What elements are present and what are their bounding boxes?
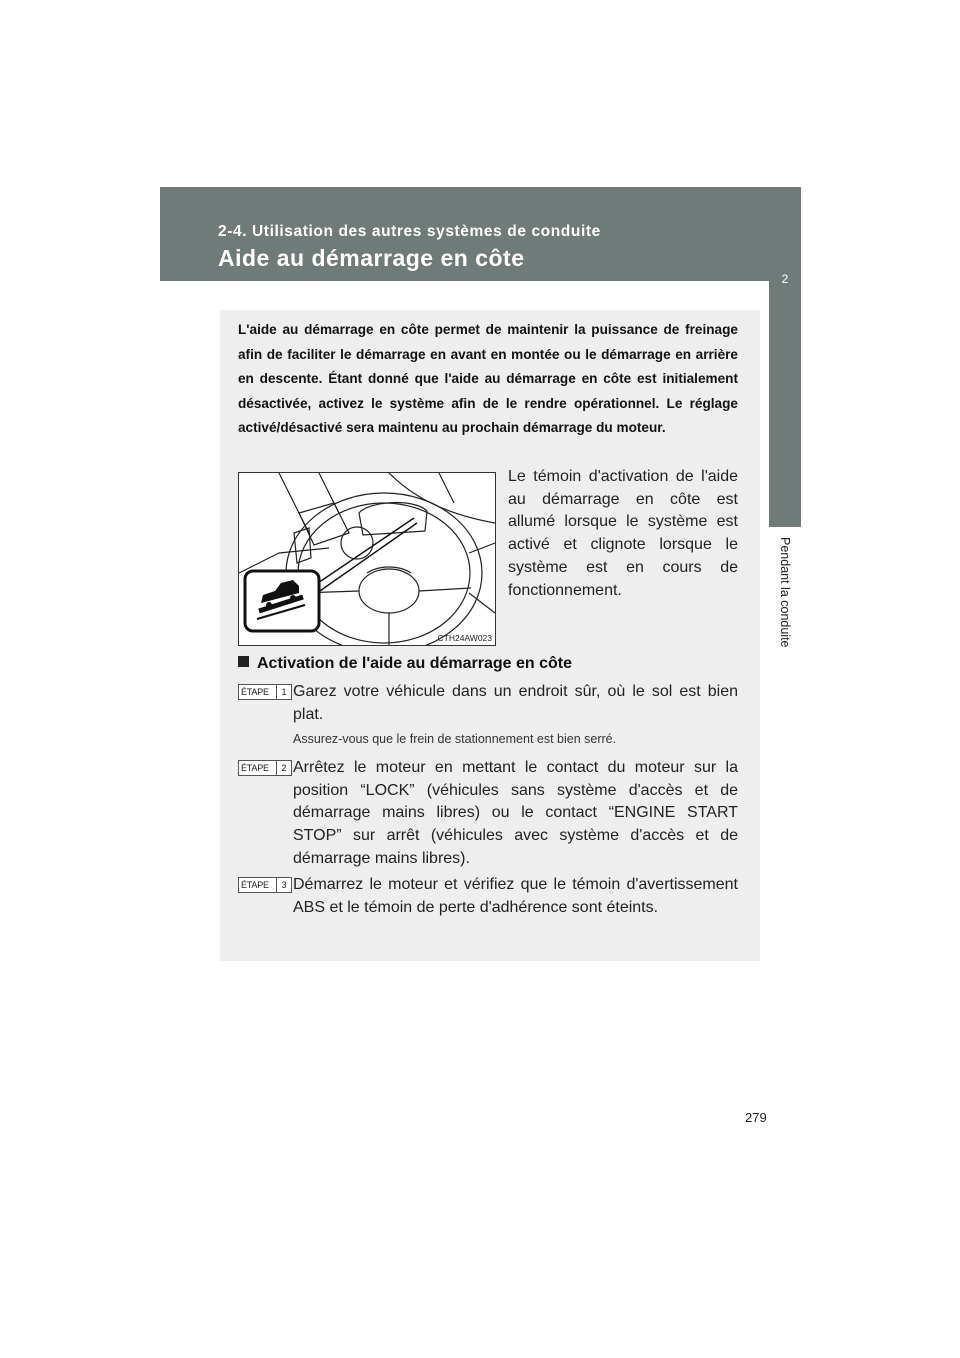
- dashboard-illustration: [238, 472, 496, 646]
- step-3: [238, 874, 738, 919]
- chapter-side-label: [770, 537, 800, 697]
- step-badge: ÉTAPE 2: [238, 760, 292, 776]
- step-1: [238, 681, 738, 746]
- section-label: 2-4. Utilisation des autres systèmes de conduite: [218, 223, 601, 240]
- step-badge: ÉTAPE 1: [238, 684, 292, 700]
- step-text: Arrêtez le moteur en mettant le contact du moteur sur la position “LOCK” (véhicules sans système d'accès et de démarrage mains libres) ou le contact “ENGINE START STOP” sur arrêt (véhicules avec système d'accès et de démarrage mains libres).: [293, 759, 738, 867]
- chapter-header: [160, 187, 801, 281]
- indicator-description: Le témoin d'activation de l'aide au démarrage en côte est allumé lorsque le système est activé et clignote lorsque le système est en cours de fonctionnement.: [508, 468, 738, 599]
- steering-wheel-drawing: [239, 473, 495, 645]
- hill-start-assist-indicator-icon: [245, 571, 319, 631]
- step-badge: ÉTAPE 3: [238, 877, 292, 893]
- chapter-number: 2: [781, 272, 789, 286]
- chapter-side-label-text: Pendant la conduite: [778, 537, 792, 648]
- content-panel: [220, 310, 760, 961]
- square-bullet-icon: [238, 656, 249, 667]
- step-text: Garez votre véhicule dans un endroit sûr, où le sol est bien plat.: [293, 683, 738, 723]
- intro-paragraph: L'aide au démarrage en côte permet de maintenir la puissance de freinage afin de faciliter le démarrage en avant en montée ou le démarrage en arrière en descente. Étant donné que l'aide au démarrage en côte est initialement désactivée, activez le système afin de le rendre opérationnel. Le réglage activé/désactivé sera maintenu au prochain démarrage du moteur.: [238, 322, 738, 435]
- page-title: Aide au démarrage en côte: [218, 245, 525, 271]
- step-note: Assurez-vous que le frein de stationnement est bien serré.: [293, 732, 617, 747]
- procedure-heading-text: Activation de l'aide au démarrage en côte: [257, 655, 573, 672]
- step-2: [238, 757, 738, 871]
- procedure-heading: [238, 655, 572, 673]
- step-text: Démarrez le moteur et vérifiez que le témoin d'avertissement ABS et le témoin de perte d'adhérence sont éteints.: [293, 876, 738, 916]
- chapter-side-tab[interactable]: [769, 264, 801, 527]
- figure-code: CTH24AW023: [437, 633, 492, 643]
- page-number: 279: [745, 1110, 767, 1125]
